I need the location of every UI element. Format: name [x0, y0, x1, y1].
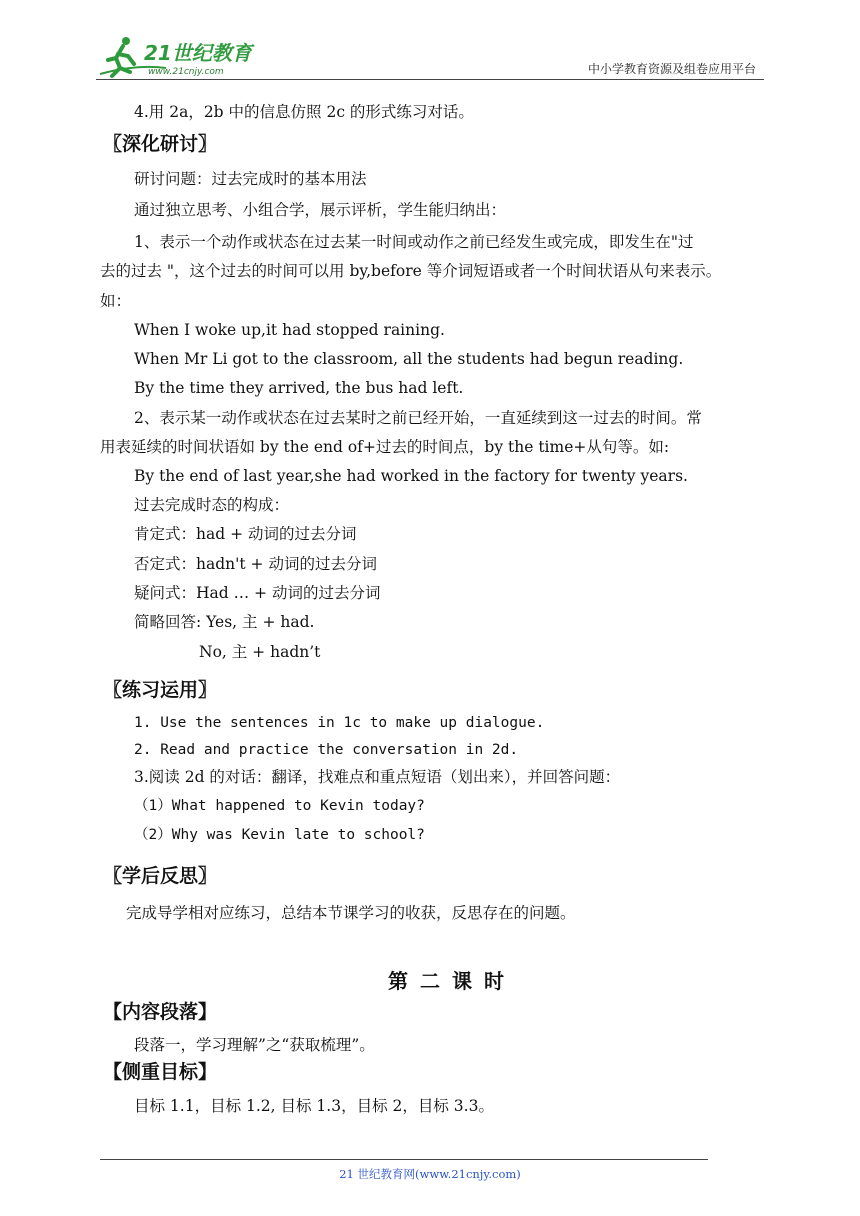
short-answer-no: No, 主 + hadn’t: [199, 643, 321, 661]
example-sentence: When Mr Li got to the classroom, all the students had begun reading.: [134, 350, 684, 368]
paragraph-line: 如：: [100, 292, 132, 310]
section-heading-content: 【内容段落】: [103, 1001, 218, 1023]
reflection-text: 完成导学相对应练习，总结本节课学习的收获，反思存在的问题。: [126, 904, 576, 922]
lesson-title: 第二课时: [388, 969, 516, 993]
logo-main-text: 21世纪教育: [144, 41, 252, 65]
paragraph-line: 2、表示某一动作或状态在过去某时之前已经开始，一直延续到这一过去的时间。常: [134, 409, 702, 427]
discussion-question: 研讨问题：过去完成时的基本用法: [134, 170, 367, 188]
example-sentence: By the end of last year,she had worked in the factory for twenty years.: [134, 467, 688, 485]
form-question: 疑问式：Had … + 动词的过去分词: [134, 584, 381, 602]
practice-item-3: 3.阅读 2d 的对话：翻译，找难点和重点短语（划出来），并回答问题：: [134, 768, 621, 786]
form-affirmative: 肯定式：had + 动词的过去分词: [134, 525, 357, 543]
paragraph-line: 通过独立思考、小组合学，展示评析，学生能归纳出：: [134, 201, 507, 219]
paragraph-line: 1、表示一个动作或状态在过去某一时间或动作之前已经发生或完成，即发生在"过: [134, 233, 694, 251]
paragraph-line: 去的过去 "，这个过去的时间可以用 by,before 等介词短语或者一个时间状语从句来表示。: [100, 262, 722, 280]
section-heading-deepen: 〖深化研讨〗: [103, 133, 218, 155]
section-heading-practice: 〖练习运用〗: [103, 679, 218, 701]
footer-divider: [100, 1159, 708, 1160]
section-heading-goals: 【侧重目标】: [103, 1061, 218, 1083]
goals-text: 目标 1.1，目标 1.2, 目标 1.3，目标 2，目标 3.3。: [134, 1097, 494, 1115]
paragraph-line: 用表延续的时间状语如 by the end of+过去的时间点，by the time+从句等。如:: [100, 438, 670, 456]
paragraph-line: 过去完成时态的构成：: [134, 496, 290, 514]
practice-question-1: （1）What happened to Kevin today?: [134, 798, 425, 814]
footer-source-link[interactable]: 21 世纪教育网(www.21cnjy.com): [339, 1167, 521, 1181]
exercise-item-4: 4.用 2a，2b 中的信息仿照 2c 的形式练习对话。: [134, 103, 474, 121]
logo-sub-text: www.21cnjy.com: [148, 67, 224, 77]
practice-item-1: 1. Use the sentences in 1c to make up dialogue.: [134, 715, 545, 731]
example-sentence: By the time they arrived, the bus had left.: [134, 379, 464, 397]
header-platform-text: 中小学教育资源及组卷应用平台: [587, 62, 756, 76]
practice-question-2: （2）Why was Kevin late to school?: [134, 827, 425, 843]
practice-item-2: 2. Read and practice the conversation in 2d.: [134, 742, 519, 758]
site-logo: [96, 34, 266, 80]
example-sentence: When I woke up,it had stopped raining.: [134, 321, 445, 339]
header-divider: [96, 79, 764, 80]
form-negative: 否定式：hadn't + 动词的过去分词: [134, 555, 377, 573]
short-answer-yes: 简略回答: Yes, 主 + had.: [134, 613, 315, 631]
section-heading-reflection: 〖学后反思〗: [103, 865, 218, 887]
content-paragraph: 段落一，学习理解”之“获取梳理”。: [134, 1036, 375, 1054]
